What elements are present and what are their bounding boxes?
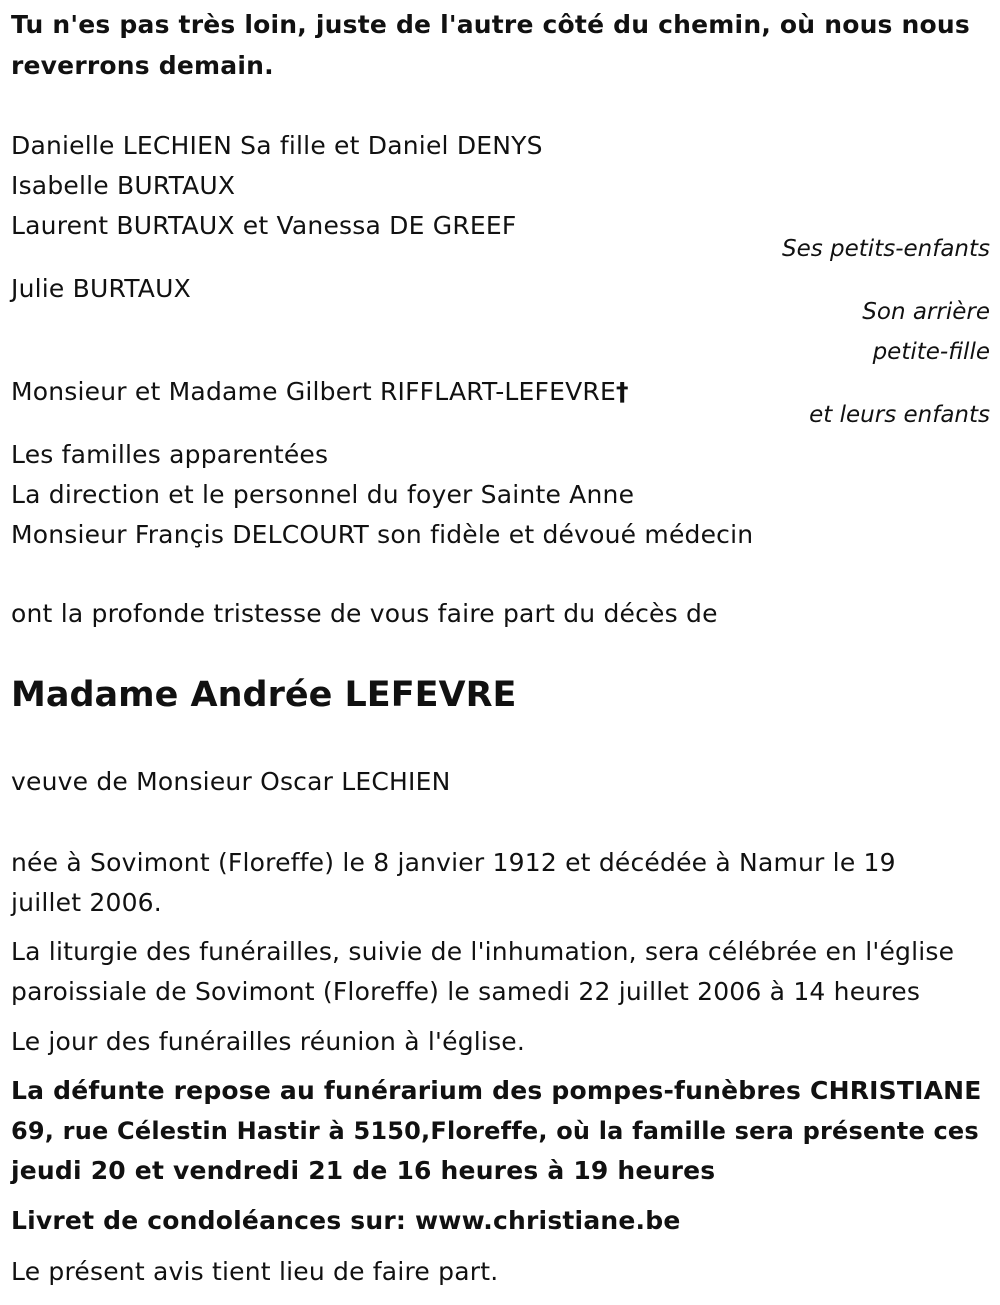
announcement: ont la profonde tristesse de vous faire part du décès de — [11, 599, 718, 628]
birth-line-1: née à Sovimont (Floreffe) le 8 janvier 1912 et décédée à Namur le 19 — [11, 848, 896, 877]
family-sibling — [11, 372, 629, 412]
quote-line-1: Tu n'es pas très loin, juste de l'autre côté du chemin, où nous nous — [11, 10, 970, 39]
sibling-label: et leurs enfants — [809, 402, 990, 428]
family-great-grandchild: Julie BURTAUX — [11, 274, 191, 303]
widow-of: veuve de Monsieur Oscar LECHIEN — [11, 767, 451, 796]
notice: Le présent avis tient lieu de faire part. — [11, 1257, 499, 1286]
family-doctor: Monsieur Françis DELCOURT son fidèle et dévoué médecin — [11, 520, 754, 549]
condolences-link: Livret de condoléances sur: www.christiane.be — [11, 1206, 681, 1235]
liturgy-line-2: paroissiale de Sovimont (Floreffe) le samedi 22 juillet 2006 à 14 heures — [11, 977, 921, 1006]
family-staff: La direction et le personnel du foyer Sainte Anne — [11, 480, 635, 509]
birth-line-2: juillet 2006. — [11, 888, 162, 917]
great-grandchild-label-1: Son arrière — [862, 299, 990, 325]
dagger-mark: † — [616, 377, 629, 406]
deceased-name: Madame Andrée LEFEVRE — [11, 675, 517, 715]
family-related: Les familles apparentées — [11, 440, 329, 469]
grandchildren-label: Ses petits-enfants — [782, 236, 990, 262]
repose-line-1: La défunte repose au funérarium des pompes-funèbres CHRISTIANE — [11, 1076, 982, 1105]
liturgy-line-1: La liturgie des funérailles, suivie de l'inhumation, sera célébrée en l'église — [11, 937, 955, 966]
sibling-name: Monsieur et Madame Gilbert RIFFLART-LEFEVRE — [11, 377, 616, 406]
family-grandchild-1: Isabelle BURTAUX — [11, 171, 236, 200]
meeting-info: Le jour des funérailles réunion à l'église. — [11, 1027, 526, 1056]
repose-line-3: jeudi 20 et vendredi 21 de 16 heures à 19 heures — [11, 1156, 716, 1185]
quote-line-2: reverrons demain. — [11, 51, 274, 80]
great-grandchild-label-2: petite-fille — [872, 339, 990, 365]
repose-line-2: 69, rue Célestin Hastir à 5150,Floreffe, où la famille sera présente ces — [11, 1117, 979, 1145]
family-grandchild-2: Laurent BURTAUX et Vanessa DE GREEF — [11, 211, 517, 240]
family-daughter: Danielle LECHIEN Sa fille et Daniel DENYS — [11, 131, 543, 160]
